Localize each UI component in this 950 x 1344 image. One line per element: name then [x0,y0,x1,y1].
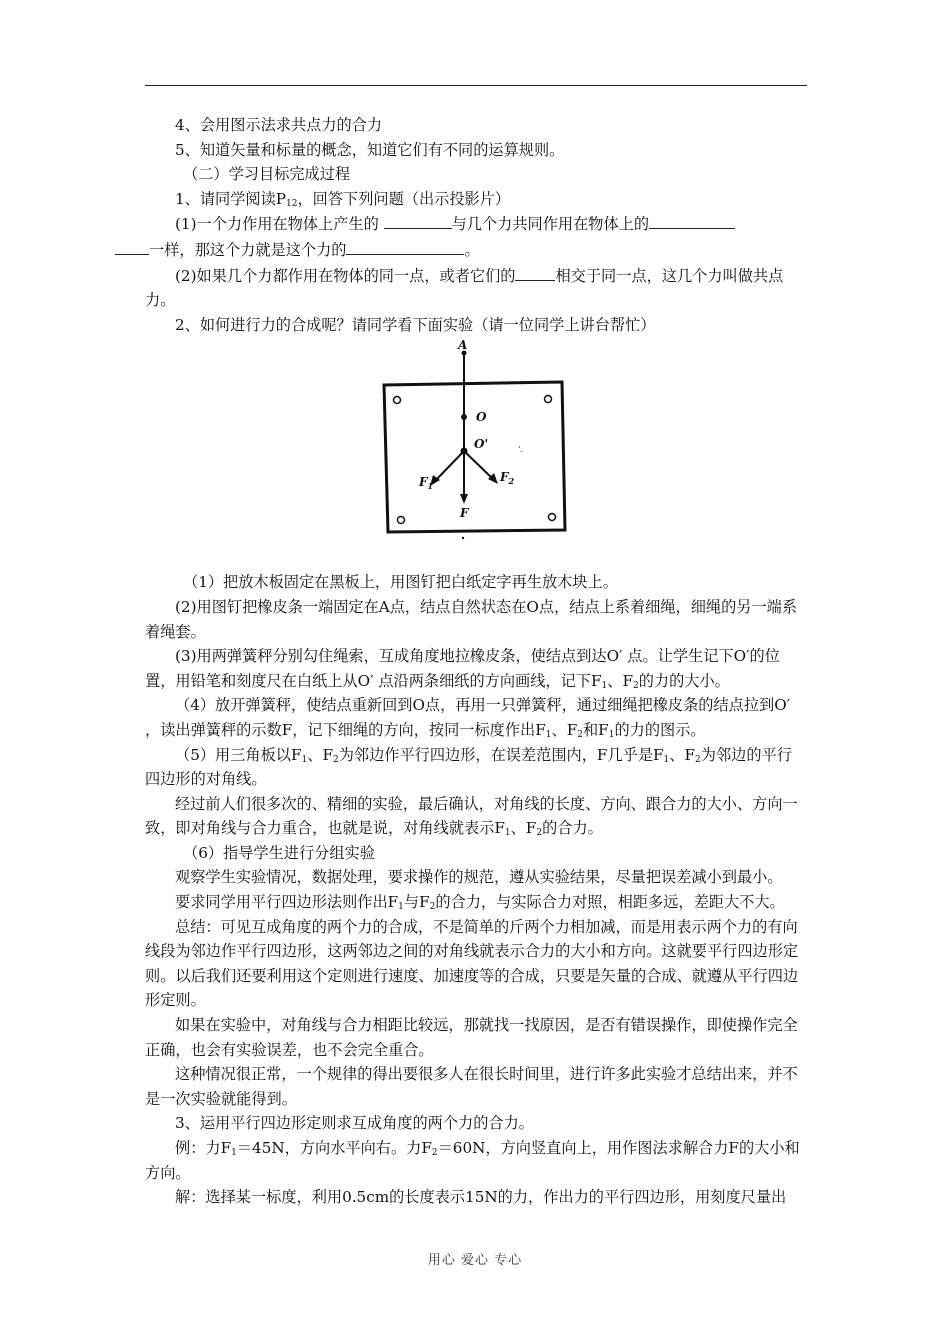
fill-blank[interactable] [346,237,464,255]
step-5: （5）用三角板以$F_1$、$F_2$为邻边作平行四边形，在误差范围内，F几乎是$F_1$、$F_2$为邻边的平行四边形的对角线。 [145,745,792,789]
label-o: O [476,410,487,425]
board-diagram [375,339,575,564]
document-body [145,113,807,1210]
stray-mark: ‘. [518,445,524,455]
step-3: (3)用两弹簧秤分别勾住绳索，互成角度地拉橡皮条，使结点到达O′ 点。让学生记下O′的位置，用铅笔和刻度尺在白纸上从O′ 点沿两条细纸的方向画线，记下$F_1$、$F_2$的力的大小。 [145,647,780,691]
label-f: F [460,506,469,521]
label-f2: $F_2$ [500,470,515,487]
normal-note: 这种情况很正常，一个规律的得出要很多人在很长时间里，进行许多此实验才总结出来，并不是一次实验就能得到。 [145,1065,798,1108]
wooden-board [384,382,565,532]
question-2: 2、如何进行力的合成呢？请同学看下面实验（请一位同学上讲台帮忙） [175,315,656,334]
pin-icon [545,396,552,403]
fill-blank[interactable] [515,263,555,281]
error-note: 如果在实验中，对角线与合力相距比较远，那就找一找原因，是否有错误操作，即使操作完全正确，也会有实验误差，也不会完全重合。 [145,1016,798,1059]
solution: 解：选择某一标度，利用0.5cm的长度表示15N的力，作出力的平行四边形，用刻度尺量出 [175,1188,787,1207]
objective-5: 5、知道矢量和标量的概念，知道它们有不同的运算规则。 [175,140,565,159]
fill-blank[interactable] [649,211,735,229]
example: 例：力$F_1=45N$，方向水平向右。力$F_2=60N$，方向竖直向上，用作图法求解合力F的大小和方向。 [145,1139,800,1182]
label-f1: $F_1$ [419,475,434,492]
pin-icon [394,397,401,404]
step-6: （6）指导学生进行分组实验 [183,843,375,862]
question-1: 1、请同学阅读$P_{12}$，回答下列问题（出示投影片） [175,189,511,209]
f-arrowhead [460,494,468,504]
objective-4: 4、会用图示法求共点力的合力 [175,116,383,134]
step-2: (2)用图钉把橡皮条一端固定在A点，结点自然状态在O点，结点上系着细绳，细绳的另一端系着绳套。 [145,597,798,641]
point-o [461,414,467,420]
f2-arrow [464,451,493,479]
f1-arrow [435,451,464,481]
step-1: （1）把放木板固定在黑板上，用图钉把白纸定字再生放木块上。 [183,573,618,592]
fill-blank[interactable] [384,211,452,229]
section-heading: （二）学习目标完成过程 [183,165,351,184]
pin-icon [398,517,405,524]
header-rule [145,85,807,86]
page-footer: 用心 爱心 专心 [427,1253,523,1268]
conclusion: 经过前人们很多次的、精细的实验，最后确认，对角线的长度、方向、跟合力的大小、方向一致，即对角线与合力重合，也就是说，对角线就表示$F_1$、$F_2$的合力。 [145,794,798,839]
fill-blank[interactable] [115,237,149,255]
experiment-figure [145,339,807,564]
dot [462,537,464,539]
requirement: 要求同学用平行四边形法则作出$F_1$与$F_2$的合力，与实际合力对照，相距多远，差距大不大。 [175,893,785,913]
question-1b: (2)如果几个力都作用在物体的同一点，或者它们的 相交于同一点，这几个力叫做共点力。 [145,263,807,313]
step-4: （4）放开弹簧秤，使结点重新回到O点，再用一只弹簧秤，通过细绳把橡皮条的结点拉到O′ ，读出弹簧秤的示数F，记下细绳的方向，按同一标度作出$F_1$、$F_2$和$F_1$的力的图示。 [145,696,791,740]
question-3: 3、运用平行四边形定则求互成角度的两个力的合力。 [175,1114,534,1133]
summary: 总结：可见互成角度的两个力的合成，不是简单的斤两个力相加减，而是用表示两个力的有向线段为邻边作平行四边形，这两邻边之间的对角线就表示合力的大小和方向。这就要平行四边形定则。以后我们还要利用这个定则进行速度、加速度等的合成，只要是矢量的合成、就遵从平行四边形定则。 [145,917,799,1010]
question-1a: (1)一个力作用在物体上产生的 与几个力共同作用在物体上的 一样，那这个力就是这个力的 。 [145,211,807,262]
label-o-prime: O' [474,437,489,452]
observation: 观察学生实验情况，数据处理，要求操作的规范，遵从实验结果，尽量把误差减小到最小。 [175,868,783,887]
label-a: A [458,339,468,353]
pin-icon [549,514,556,521]
